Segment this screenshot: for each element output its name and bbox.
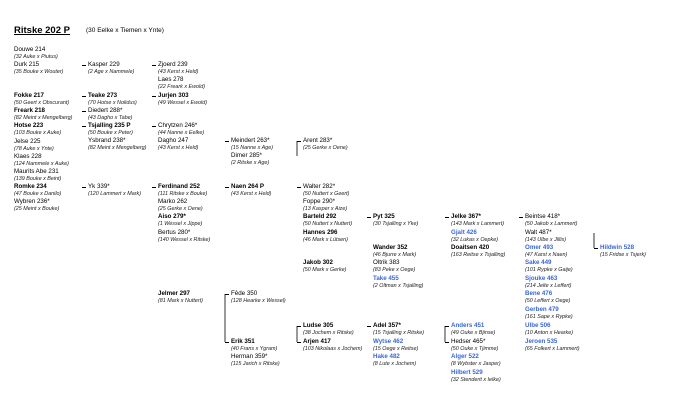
person-hake (373, 353, 416, 368)
person-diedert (88, 107, 132, 122)
person-parentage: (25 Meint x Bouke) (14, 206, 60, 212)
person-ulbe (525, 322, 573, 337)
person-name: Jelke 367* (451, 213, 481, 220)
person-jelke (451, 213, 504, 228)
person-parentage: (139 Bouke x Beint) (14, 176, 62, 182)
person-omer (525, 244, 567, 259)
person-arent (303, 137, 348, 152)
person-name: Anders 451 (451, 322, 485, 329)
person-arjen (303, 338, 362, 353)
person-naen (231, 183, 271, 198)
person-jelmer (158, 290, 203, 305)
person-parentage: (32 Auke x Piutus) (14, 54, 58, 60)
person-maurits (14, 168, 61, 183)
person-name: Meindert 263* (231, 137, 270, 144)
person-name: Kasper 229 (88, 61, 120, 68)
person-herman (231, 353, 280, 368)
person-meindert (231, 137, 273, 152)
person-sjouke (525, 275, 571, 290)
person-walt (525, 229, 566, 244)
person-parentage: (1 Wessel x Jippe) (158, 221, 203, 227)
person-name: Ulbe 506 (525, 322, 551, 329)
person-parentage: (25 Gerke x Oene) (303, 145, 348, 151)
page-subtitle: (30 Eelke x Tiemen x Ynte) (86, 27, 164, 34)
person-wybren (14, 198, 59, 213)
page-title: Ritske 202 P (14, 25, 70, 36)
person-sake (525, 259, 573, 274)
connector-dash (445, 326, 449, 327)
person-name: Hildwin 528 (600, 244, 635, 251)
person-name: Yk 339* (88, 183, 110, 190)
person-parentage: (78 Auke x Ynte) (14, 146, 54, 152)
person-gjalt (451, 229, 498, 244)
person-ysbrand (88, 137, 146, 152)
person-parentage: (43 Dagho x Tabe) (88, 115, 133, 121)
person-name: Barteld 292 (303, 213, 337, 220)
person-adel (373, 322, 424, 337)
person-parentage: (2 Ritske x Age) (231, 160, 270, 166)
person-teake (88, 92, 137, 107)
person-name: Dagho 247 (158, 137, 189, 144)
person-parentage: (38 Jochem x Ritske) (303, 330, 354, 336)
person-parentage: (43 Kerst x Held) (158, 145, 199, 151)
person-name: Wybren 236* (14, 198, 50, 205)
connector-dash (297, 141, 301, 142)
person-name: Take 455 (373, 275, 399, 282)
person-name: Teake 273 (88, 92, 118, 99)
person-fede (231, 290, 286, 305)
person-name: Zjoerd 239 (158, 61, 188, 68)
person-parentage: (161 Sape x Rypke) (525, 314, 573, 320)
person-parentage: (13 Kasper x Aize) (303, 206, 348, 212)
person-parentage: (44 Nanne x Eelke) (158, 130, 205, 136)
connector-dash (152, 65, 156, 66)
connector-dash (297, 326, 301, 327)
connector-dash (82, 96, 86, 97)
person-wytse (373, 338, 418, 353)
person-name: Ludse 305 (303, 322, 334, 329)
person-parentage: (50 Nuttert x Geert) (303, 191, 350, 197)
person-name: Ferdinand 252 (158, 183, 200, 190)
person-douwe (14, 46, 58, 61)
person-dimer (231, 152, 269, 167)
person-jeroen (525, 338, 580, 353)
person-name: Adel 357* (373, 322, 401, 329)
connector-dash (225, 141, 229, 142)
person-name: Bertus 280* (158, 229, 191, 236)
person-durk (14, 61, 63, 76)
person-hotse (14, 122, 61, 137)
person-name: Marko 262 (158, 198, 188, 205)
person-parentage: (124 Nammele x Auke) (14, 161, 69, 167)
person-bertus (158, 229, 210, 244)
person-jakob (303, 259, 346, 274)
person-parentage: (65 Folkert x Lammert) (525, 346, 580, 352)
connector-dash (82, 65, 86, 66)
person-parentage: (82 Meint x Mengelberg) (88, 145, 147, 151)
person-dagho (158, 137, 198, 152)
person-parentage: (143 Mark x Lammert) (451, 221, 505, 227)
person-parentage: (15 Nanne x Age) (231, 145, 274, 151)
person-name: Doaitsen 420 (451, 244, 490, 251)
person-parentage: (140 Wessel x Ritske) (158, 237, 211, 243)
connector-dash (82, 111, 86, 112)
person-name: Diedert 288* (88, 107, 123, 114)
connector-dash (152, 126, 156, 127)
person-parentage: (22 Freark x Ewold) (158, 84, 206, 90)
person-parentage: (50 Nuttert x Nuttert) (303, 221, 353, 227)
person-name: Sjouke 463 (525, 275, 558, 282)
person-name: Gerben 479 (525, 306, 559, 313)
person-parentage: (32 Lukas x Oepke) (451, 237, 499, 243)
person-name: Oltrik 383 (373, 259, 400, 266)
person-name: Fokke 217 (14, 92, 44, 99)
person-name: Wander 352 (373, 244, 408, 251)
person-parentage: (49 Wessel x Ewold) (158, 100, 208, 106)
person-name: Foppe 290* (303, 198, 335, 205)
person-name: Wytse 462 (373, 338, 404, 345)
person-beintse (525, 213, 577, 228)
person-jelse (14, 138, 54, 153)
person-name: Jelmer 297 (158, 290, 190, 297)
person-hedser (451, 338, 498, 353)
person-hannes (303, 229, 348, 244)
person-parentage: (214 Jelte x Leffert) (525, 283, 572, 289)
person-name: Ysbrand 238* (88, 137, 126, 144)
person-parentage: (50 Geert x Obscurant) (14, 100, 70, 106)
person-name: Gjalt 426 (451, 229, 477, 236)
connector-dash (225, 294, 229, 295)
person-parentage: (50 Leffert x Oege) (525, 298, 571, 304)
connector-dash (594, 248, 598, 249)
person-parentage: (81 Mark x Nuttert) (158, 298, 203, 304)
person-parentage: (8 Wybster x Jasper) (451, 361, 501, 367)
person-name: Hedser 465* (451, 338, 486, 345)
person-wander (373, 244, 416, 259)
person-name: Jakob 302 (303, 259, 333, 266)
person-parentage: (83 Peke x Oege) (373, 267, 416, 273)
person-parentage: (46 Mark x Lütsen) (303, 237, 348, 243)
person-name: Jeroen 535 (525, 338, 558, 345)
person-name: Alger 522 (451, 353, 479, 360)
person-tsjalling (88, 122, 133, 137)
connector-dash (152, 96, 156, 97)
person-take (373, 275, 423, 290)
person-name: Arent 283* (303, 137, 333, 144)
person-parentage: (46 Bjurre x Mark) (373, 252, 417, 258)
person-foppe (303, 198, 347, 213)
person-oltrik (373, 259, 415, 274)
connector-dash (82, 187, 86, 188)
person-walter (303, 183, 349, 198)
person-doaitsen (451, 244, 505, 259)
person-name: Romke 234 (14, 183, 47, 190)
person-name: Jelse 225 (14, 138, 41, 145)
person-parentage: (50 Ouke x Tjimme) (451, 346, 499, 352)
person-anders (451, 322, 495, 337)
person-name: Bene 476 (525, 290, 553, 297)
person-name: Douwe 214 (14, 46, 46, 53)
person-parentage: (15 Oege x Reitse) (373, 346, 419, 352)
person-parentage: (32 Stenderit x Ielke) (451, 377, 501, 383)
person-gerben (525, 306, 573, 321)
person-name: Fêde 350 (231, 290, 258, 297)
person-parentage: (82 Meint x Mengelberg) (14, 115, 73, 121)
person-freark (14, 107, 72, 122)
connector-dash (297, 342, 301, 343)
person-parentage: (50 Jakob x Lammert) (525, 221, 578, 227)
person-parentage: (35 Bouke x Wouter) (14, 69, 64, 75)
person-name: Pyt 325 (373, 213, 395, 220)
person-name: Tsjalling 235 P (88, 122, 131, 129)
person-parentage: (111 Ritske x Bouke) (158, 191, 208, 197)
person-chrytzen (158, 122, 204, 137)
person-parentage: (103 Bouke x Auke) (14, 130, 62, 136)
person-parentage: (50 Mark x Gerke) (303, 267, 347, 273)
person-name: Hannes 296 (303, 229, 338, 236)
person-hilbert (451, 369, 501, 384)
person-laes (158, 76, 205, 91)
person-fokke (14, 92, 69, 107)
person-parentage: (128 Hearke x Wessel) (231, 298, 286, 304)
person-parentage: (101 Rypke x Gaije) (525, 267, 573, 273)
person-parentage: (50 Bouke x Peter) (88, 130, 133, 136)
person-jurjen (158, 92, 207, 107)
person-name: Arjen 417 (303, 338, 331, 345)
person-alger (451, 353, 501, 368)
person-parentage: (163 Reitse x Tsjalling) (451, 252, 506, 258)
person-kasper (88, 61, 134, 76)
connector-dash (367, 217, 371, 218)
connector-dash (152, 187, 156, 188)
person-name: Hake 482 (373, 353, 400, 360)
person-hildwin (600, 244, 646, 259)
person-name: Omer 493 (525, 244, 554, 251)
person-parentage: (47 Karst x Naen) (525, 252, 568, 258)
person-parentage: (2 Oltman x Tsjalling) (373, 283, 424, 289)
person-name: Hotse 223 (14, 122, 44, 129)
person-bene (525, 290, 570, 305)
person-zjoerd (158, 61, 198, 76)
person-name: Laes 278 (158, 76, 184, 83)
person-parentage: (120 Lammert x Mark) (88, 191, 142, 197)
person-name: Naen 264 P (231, 183, 265, 190)
person-name: Walter 282* (303, 183, 336, 190)
connector-dash (225, 187, 229, 188)
person-pyt (373, 213, 418, 228)
person-parentage: (70 Hotse x Nolidus) (88, 100, 137, 106)
person-parentage: (25 Gerke x Oene) (158, 206, 203, 212)
person-barteld (303, 213, 352, 228)
connector-dash (82, 126, 86, 127)
person-parentage: (8 Lute x Jochem) (373, 361, 417, 367)
person-romke (14, 183, 61, 198)
person-name: Dimer 285* (231, 152, 262, 159)
person-yk (88, 183, 141, 198)
person-name: Freark 218 (14, 107, 45, 114)
connector-dash (225, 342, 229, 343)
person-parentage: (115 Jarich x Ritske) (231, 361, 280, 367)
person-name: Aiso 279* (158, 213, 186, 220)
person-parentage: (43 Kerst x Held) (231, 191, 272, 197)
person-name: Beintse 418* (525, 213, 561, 220)
person-aiso (158, 213, 202, 228)
person-erik (231, 338, 277, 353)
person-name: Durk 215 (14, 61, 40, 68)
person-parentage: (10 Anton x Hearke) (525, 330, 574, 336)
person-name: Chrytzen 246* (158, 122, 198, 129)
person-name: Sake 449 (525, 259, 552, 266)
connector-dash (445, 342, 449, 343)
person-parentage: (15 Fridse x Tsjerk) (600, 252, 646, 258)
person-marko (158, 198, 203, 213)
person-klaes (14, 153, 69, 168)
person-parentage: (143 Ulbe x Jillis) (525, 237, 567, 243)
person-name: Klaes 228 (14, 153, 42, 160)
person-name: Hilbert 529 (451, 369, 483, 376)
person-parentage: (40 Frans x Ygram) (231, 346, 278, 352)
person-ferdinand (158, 183, 207, 198)
person-parentage: (30 Tsjalling x Yke) (373, 221, 419, 227)
person-parentage: (43 Kerst x Held) (158, 69, 199, 75)
person-name: Jurjen 303 (158, 92, 189, 99)
person-ludse (303, 322, 354, 337)
person-parentage: (49 Ouke x Bjinse) (451, 330, 496, 336)
person-name: Maurits Abe 231 (14, 168, 59, 175)
connector-dash (445, 217, 449, 218)
connector-dash (519, 217, 523, 218)
person-parentage: (47 Bouke x Danilo) (14, 191, 62, 197)
person-name: Walt 487* (525, 229, 552, 236)
person-parentage: (103 Nikolaas x Jochem) (303, 346, 363, 352)
connector-dash (297, 187, 301, 188)
connector-dash (367, 326, 371, 327)
person-name: Herman 359* (231, 353, 268, 360)
person-name: Erik 351 (231, 338, 255, 345)
person-parentage: (15 Tsjalling x Ritske) (373, 330, 425, 336)
person-parentage: (2 Age x Nammele) (88, 69, 135, 75)
